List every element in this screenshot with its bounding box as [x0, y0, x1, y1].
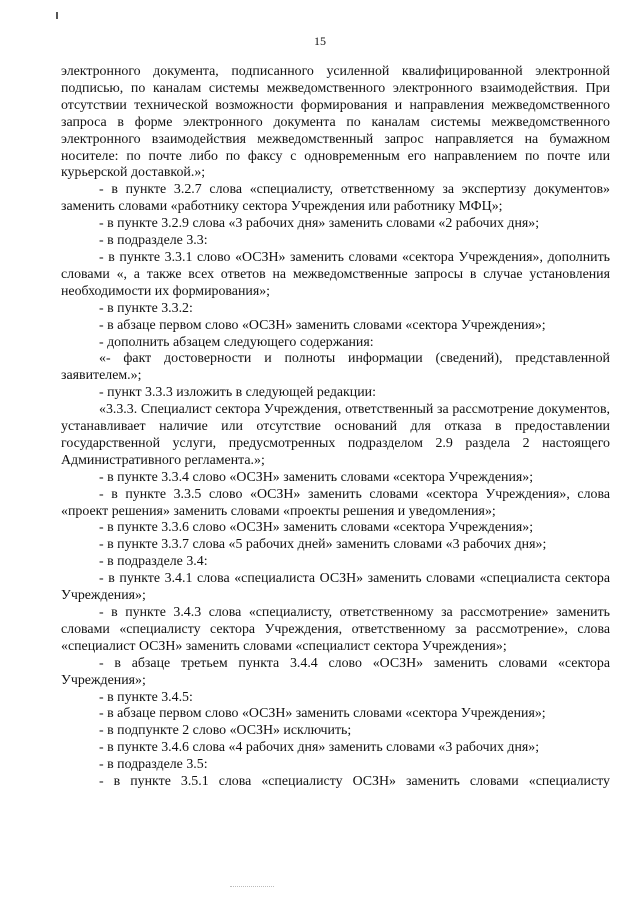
paragraph: - в подпункте 2 слово «ОСЗН» исключить;	[99, 723, 352, 739]
paragraph: - в пункте 3.3.1 слово «ОСЗН» заменить словами «сектора Учреждения», дополнить словами «, а также всех ответов на межведомственные запросы в случае установления необходимости их формирования»;	[61, 249, 610, 299]
paragraph: - в пункте 3.5.1 слова «специалисту ОСЗН» заменить словами «специалисту	[99, 774, 610, 790]
paragraph: - в абзаце третьем пункта 3.4.4 слово «ОСЗН» заменить словами «сектора Учреждения»;	[61, 655, 610, 688]
paragraph: - дополнить абзацем следующего содержания:	[99, 334, 374, 350]
paragraph: - в пункте 3.3.2:	[99, 300, 193, 316]
paragraph: - в пункте 3.4.1 слова «специалиста ОСЗН» заменить словами «специалиста сектора Учреждения»;	[61, 571, 610, 604]
paragraph: - в пункте 3.3.7 слова «5 рабочих дней» заменить словами «3 рабочих дня»;	[99, 537, 547, 553]
paragraph: - в подразделе 3.4:	[99, 554, 208, 570]
paragraph: электронного документа, подписанного усиленной квалифицированной электронной подписью, по каналам системы межведомственного электронного взаимодействия. При отсутствии технической возможности формирования и направления межведомственного запроса в форме электронного документа по каналам системы межведомственного электронного взаимодействия межведомственный запрос направляется на бумажном носителе: по почте либо по факсу с одновременным его направлением по почте или курьерской доставкой.»;	[61, 64, 610, 181]
paragraph: - в абзаце первом слово «ОСЗН» заменить словами «сектора Учреждения»;	[99, 706, 546, 722]
paragraph: - в пункте 3.2.9 слова «3 рабочих дня» заменить словами «2 рабочих дня»;	[99, 216, 540, 232]
paragraph: - в пункте 3.3.4 слово «ОСЗН» заменить словами «сектора Учреждения»;	[99, 469, 534, 485]
document-body	[61, 64, 610, 791]
paragraph: - в подразделе 3.5:	[99, 757, 208, 773]
paragraph: - в пункте 3.3.5 слово «ОСЗН» заменить словами «сектора Учреждения», слова «проект решения» заменить словами «проекты решения и уведомления»;	[61, 486, 610, 519]
paragraph: - в пункте 3.4.3 слова «специалисту, ответственному за рассмотрение» заменить словами «специалисту сектора Учреждения, ответственному за рассмотрение», слова «специалист ОСЗН» заменить словами «специалист сектора Учреждения»;	[61, 605, 610, 654]
paragraph: «3.3.3. Специалист сектора Учреждения, ответственный за рассмотрение документов, устанавливает наличие или отсутствие оснований для отказа в предоставлении государственной услуги, предусмотренных подразделом 2.9 раздела 2 настоящего Административного регламента.»;	[61, 402, 610, 468]
page-number: 15	[314, 34, 326, 48]
paragraph: «- факт достоверности и полноты информации (сведений), представленной заявителем.»;	[61, 351, 610, 384]
paragraph: - в абзаце первом слово «ОСЗН» заменить словами «сектора Учреждения»;	[99, 317, 546, 333]
paragraph: - в пункте 3.4.6 слова «4 рабочих дня» заменить словами «3 рабочих дня»;	[99, 740, 540, 756]
paragraph: - в пункте 3.2.7 слова «специалисту, ответственному за экспертизу документов» заменить словами «работнику сектора Учреждения или работнику МФЦ»;	[61, 182, 610, 215]
paragraph: - в пункте 3.4.5:	[99, 689, 193, 705]
paragraph: - в пункте 3.3.6 слово «ОСЗН» заменить словами «сектора Учреждения»;	[99, 520, 534, 536]
paragraph: - в подразделе 3.3:	[99, 233, 208, 249]
paragraph: - пункт 3.3.3 изложить в следующей редакции:	[99, 385, 376, 401]
scan-mark	[56, 12, 58, 19]
footer-dots	[230, 886, 274, 887]
